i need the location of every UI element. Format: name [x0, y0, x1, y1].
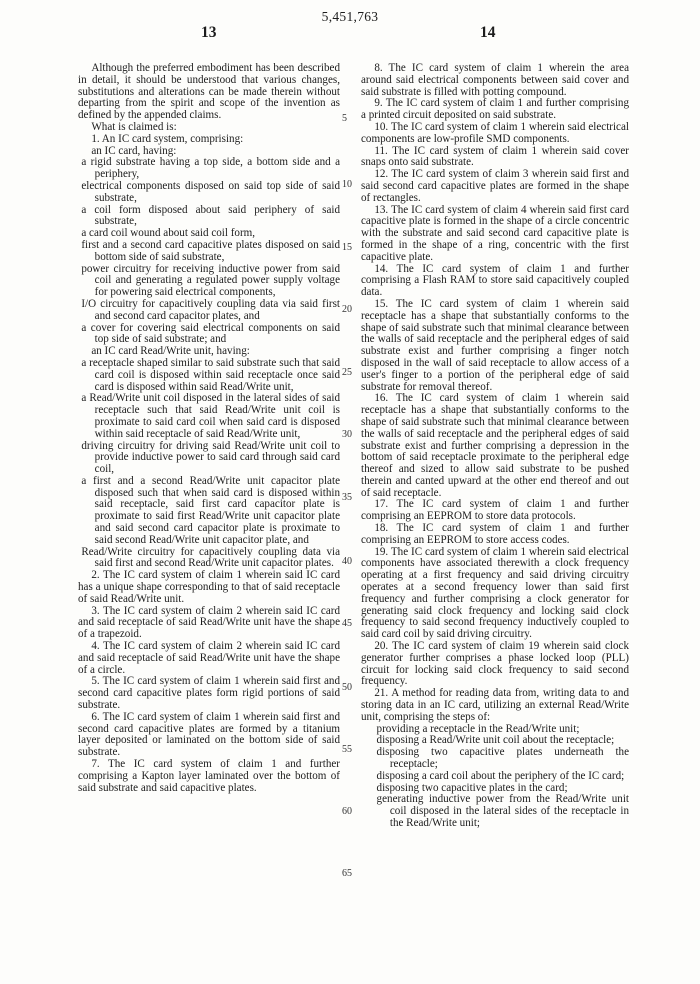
paragraph: disposing two capacitive plates in the card;: [376, 781, 568, 794]
right-column-number: 14: [480, 24, 496, 41]
paragraph: a coil form disposed about said periphery of said substrate,: [81, 203, 340, 228]
right-column: [361, 63, 629, 830]
paragraph: a cover for covering said electrical components on said top side of said substrate; and: [81, 321, 340, 346]
paragraph: 5. The IC card system of claim 1 wherein said first and second card capacitive plates form rigid portions of said substrate.: [78, 675, 340, 712]
line-number: 5: [342, 113, 347, 124]
paragraph: disposing a card coil about the periphery of the IC card;: [376, 769, 625, 782]
patent-number: 5,451,763: [321, 9, 379, 24]
line-number: 15: [342, 242, 352, 253]
paragraph: a rigid substrate having a top side, a bottom side and a periphery,: [81, 156, 340, 181]
paragraph: electrical components disposed on said top side of said substrate,: [81, 179, 340, 204]
paragraph: 12. The IC card system of claim 3 wherein said first and said second card capacitive plates are formed in the shape of rectangles.: [361, 168, 629, 204]
paragraph: a card coil wound about said coil form,: [81, 227, 256, 240]
paragraph: 11. The IC card system of claim 1 wherein said cover snaps onto said substrate.: [361, 144, 629, 169]
paragraph: 6. The IC card system of claim 1 wherein said first and second card capacitive plates are formed by a titanium layer deposited or laminated on the bottom side of said substrate.: [78, 710, 340, 759]
paragraph: an IC card Read/Write unit, having:: [91, 345, 250, 358]
line-number: 20: [342, 304, 352, 315]
line-number: 55: [342, 744, 352, 755]
line-number: 40: [342, 556, 352, 567]
paragraph: 15. The IC card system of claim 1 wherein said receptacle has a shape that substantially conforms to the shape of said substrate such that minimal clearance between the walls of said receptacle and the peripheral edges of said substrate exist and further comprising a finger notch disposed in the wall of said receptacle to allow access of a user's finger to a portion of the peripheral edge of said substrate for removal thereof.: [361, 297, 629, 393]
paragraph: 14. The IC card system of claim 1 and further comprising a Flash RAM to store said capacitively coupled data.: [361, 262, 629, 299]
line-number: 30: [342, 429, 352, 440]
paragraph: 21. A method for reading data from, writing data to and storing data in an IC card, utilizing an external Read/Write unit, comprising the steps of:: [361, 687, 629, 723]
line-number: 10: [342, 179, 352, 190]
paragraph: a receptacle shaped similar to said substrate such that said card coil is disposed within said receptacle once said card is disposed within said Read/Write unit,: [81, 356, 340, 393]
paragraph: 3. The IC card system of claim 2 wherein said IC card and said receptacle of said Read/Write unit have the shape of a trapezoid.: [78, 604, 340, 641]
paragraph: 1. An IC card system, comprising:: [91, 132, 244, 145]
paragraph: 13. The IC card system of claim 4 wherein said first card capacitive plate is formed in the shape of a circle concentric with the substrate and said second card capacitive plate is formed in the shape of a ring, concentric with the first capacitive plate.: [361, 203, 629, 263]
left-column-number: 13: [201, 24, 217, 41]
line-number: 45: [342, 618, 352, 629]
paragraph: 19. The IC card system of claim 1 wherein said electrical components have associated therewith a clock frequency operating at a first frequency and said driving circuitry operates at a second frequency lower than said first frequency and further comprising a clock generator for generating said clock frequency and locking said clock frequency to said second frequency inductively coupled to said card coil by said driving circuitry.: [361, 545, 629, 641]
paragraph: Although the preferred embodiment has been described in detail, it should be understood that various changes, substitutions and alterations can be made therein without departing from the spirit and scope of the invention as defined by the appended claims.: [78, 62, 340, 122]
paragraph: generating inductive power from the Read/Write unit coil disposed in the lateral sides of the receptacle in the Read/Write unit;: [376, 793, 629, 829]
line-number: 65: [342, 868, 352, 879]
paragraph: 9. The IC card system of claim 1 and further comprising a printed circuit deposited on said substrate.: [361, 97, 629, 122]
line-number: 35: [342, 492, 352, 503]
paragraph: 8. The IC card system of claim 1 wherein the area around said electrical components between said cover and said substrate is filled with potting compound.: [361, 62, 629, 98]
paragraph: disposing a Read/Write unit coil about the receptacle;: [376, 734, 615, 747]
paragraph: 16. The IC card system of claim 1 wherein said receptacle has a shape that substantially conforms to the shape of said substrate such that minimal clearance between the walls of said receptacle and the peripheral edges of said substrate exist and further comprising a depression in the bottom of said receptacle proximate to the peripheral edge thereof and sized to allow said substrate to be pushed therein and canted upward at the other end thereof and out of said receptacle.: [361, 392, 629, 499]
paragraph: 7. The IC card system of claim 1 and further comprising a Kapton layer laminated over the bottom of said substrate and said capacitive plates.: [78, 758, 340, 794]
paragraph: a first and a second Read/Write unit capacitor plate disposed such that when said card is disposed within said receptacle, said first card capacitor plate is proximate to said first Read/Write unit capacitor plate and said second card capacitor plate is proximate to said second Read/Write unit capacitor plate, and: [81, 474, 340, 546]
left-column: [78, 63, 340, 794]
paragraph: providing a receptacle in the Read/Write unit;: [376, 722, 580, 735]
paragraph: power circuitry for receiving inductive power from said coil and generating a regulated power supply voltage for powering said electrical components,: [81, 262, 340, 299]
paragraph: a Read/Write unit coil disposed in the lateral sides of said receptacle such that said Read/Write unit coil is proximate to said card coil when said card is disposed within said receptacle of said Read/Write unit,: [81, 392, 340, 440]
paragraph: 10. The IC card system of claim 1 wherein said electrical components are low-profile SMD components.: [361, 120, 629, 145]
line-number: 50: [342, 682, 352, 693]
paragraph: an IC card, having:: [91, 144, 177, 157]
paragraph: 18. The IC card system of claim 1 and further comprising an EEPROM to store access codes.: [361, 522, 629, 546]
paragraph: first and a second card capacitive plates disposed on said bottom side of said substrate,: [81, 238, 340, 263]
line-number: 60: [342, 806, 352, 817]
paragraph: 20. The IC card system of claim 19 wherein said clock generator further comprises a phase locked loop (PLL) circuit for locking said clock frequency to said second frequency.: [361, 640, 629, 688]
paragraph: What is claimed is:: [91, 120, 177, 133]
paragraph: Read/Write circuitry for capacitively coupling data via said first and second Read/Write unit capacitor plates.: [81, 545, 340, 570]
paragraph: 2. The IC card system of claim 1 wherein said IC card has a unique shape corresponding to that of said receptacle of said Read/Write unit.: [78, 569, 340, 605]
paragraph: 4. The IC card system of claim 2 wherein said IC card and said receptacle of said Read/Write unit have the shape of a circle.: [78, 640, 340, 676]
line-number: 25: [342, 367, 352, 378]
paragraph: driving circuitry for driving said Read/Write unit coil to provide inductive power to said card through said card coil,: [81, 439, 340, 476]
paragraph: 17. The IC card system of claim 1 and further comprising an EEPROM to store data protocols.: [361, 498, 629, 523]
paragraph: I/O circuitry for capacitively coupling data via said first and second card capacitor plates, and: [81, 297, 340, 322]
paragraph: disposing two capacitive plates underneath the receptacle;: [376, 746, 629, 771]
